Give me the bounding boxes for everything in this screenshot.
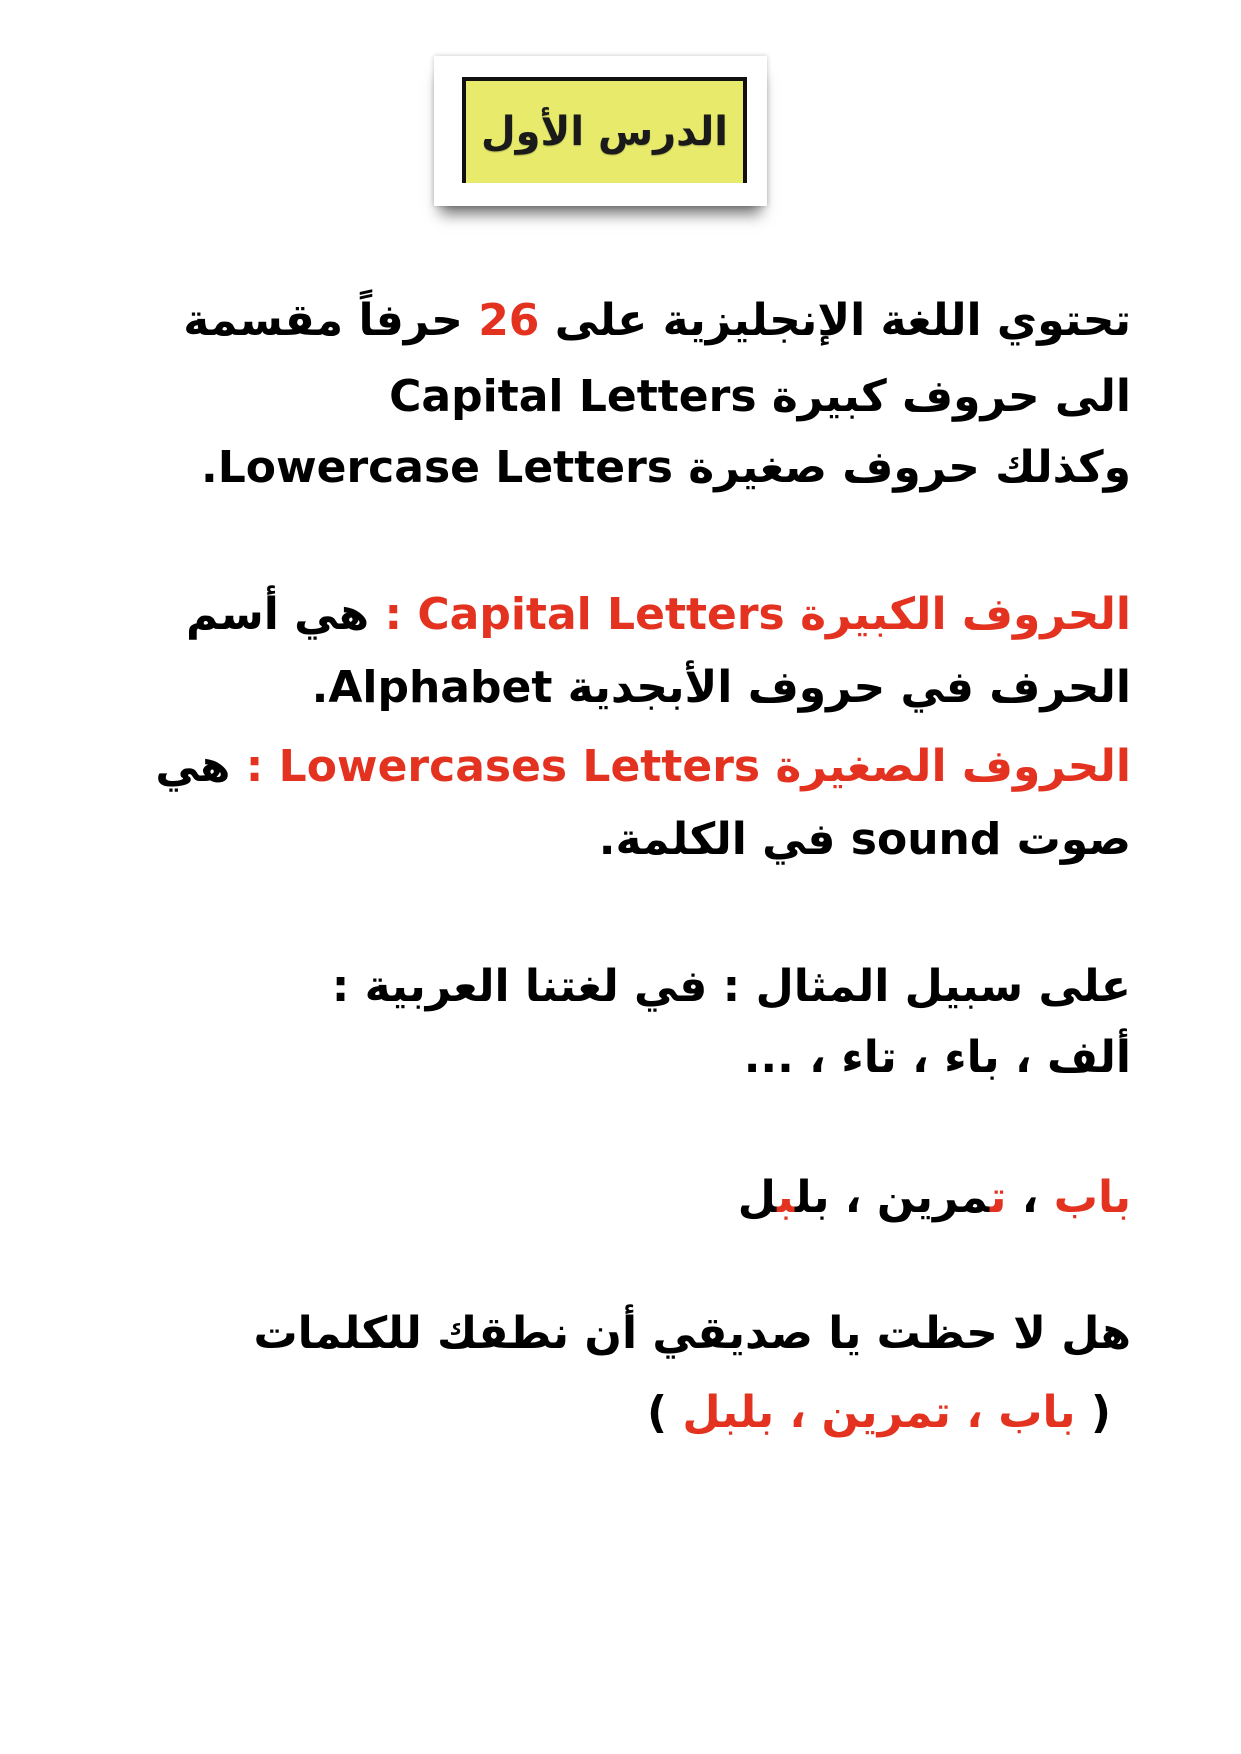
intro-line-2: الى حروف كبيرة Capital Letters <box>389 371 1131 422</box>
intro-line-1 <box>131 291 1131 351</box>
word-segment-highlight: ‍ ب ‍ <box>777 1172 795 1223</box>
question-words-line <box>131 1383 1111 1443</box>
capital-definition-line <box>131 585 1131 645</box>
open-parenthesis: ( <box>1090 1387 1111 1438</box>
lowercase-definition-continuation: صوت sound في الكلمة. <box>598 814 1131 865</box>
question-line: هل لا حظت يا صديقي أن نطقك للكلمات <box>253 1308 1131 1359</box>
letter-names: ألف ، باء ، تاء ، ... <box>743 1032 1131 1083</box>
lowercase-definition-line <box>131 737 1131 797</box>
close-parenthesis: ) <box>646 1387 668 1438</box>
capital-definition-start: هي أسم <box>185 589 385 640</box>
lowercase-definition-start: هي <box>155 741 246 792</box>
lesson-title-card <box>434 56 767 206</box>
capital-term: الحروف الكبيرة Capital Letters : <box>384 589 1131 640</box>
intro-line-3: وكذلك حروف صغيرة Lowercase Letters. <box>201 442 1131 493</box>
word-separator: ، <box>829 1172 877 1223</box>
word-segment-highlight: ت ‍ <box>990 1172 1007 1223</box>
word-separator: ، <box>1006 1172 1054 1223</box>
letter-count: 26 <box>478 295 540 346</box>
lesson-title-box <box>462 77 747 183</box>
example-words <box>131 1168 1131 1228</box>
lesson-title: الدرس الأول <box>480 109 729 155</box>
question-words: باب ، تمرين ، بلبل <box>667 1387 1091 1438</box>
lowercase-term: الحروف الصغيرة Lowercases Letters : <box>245 741 1131 792</box>
word-segment: باب <box>1053 1172 1131 1223</box>
word-segment: ‍ ل <box>738 1172 777 1223</box>
intro-line-1-end: حرفاً مقسمة <box>183 295 479 346</box>
intro-line-1-start: تحتوي اللغة الإنجليزية على <box>539 295 1131 346</box>
example-intro: على سبيل المثال : في لغتنا العربية : <box>331 961 1131 1012</box>
word-segment: بل ‍ <box>795 1172 829 1223</box>
word-segment: ‍ مرين <box>877 1172 990 1223</box>
capital-definition-continuation: الحرف في حروف الأبجدية Alphabet. <box>311 662 1131 713</box>
